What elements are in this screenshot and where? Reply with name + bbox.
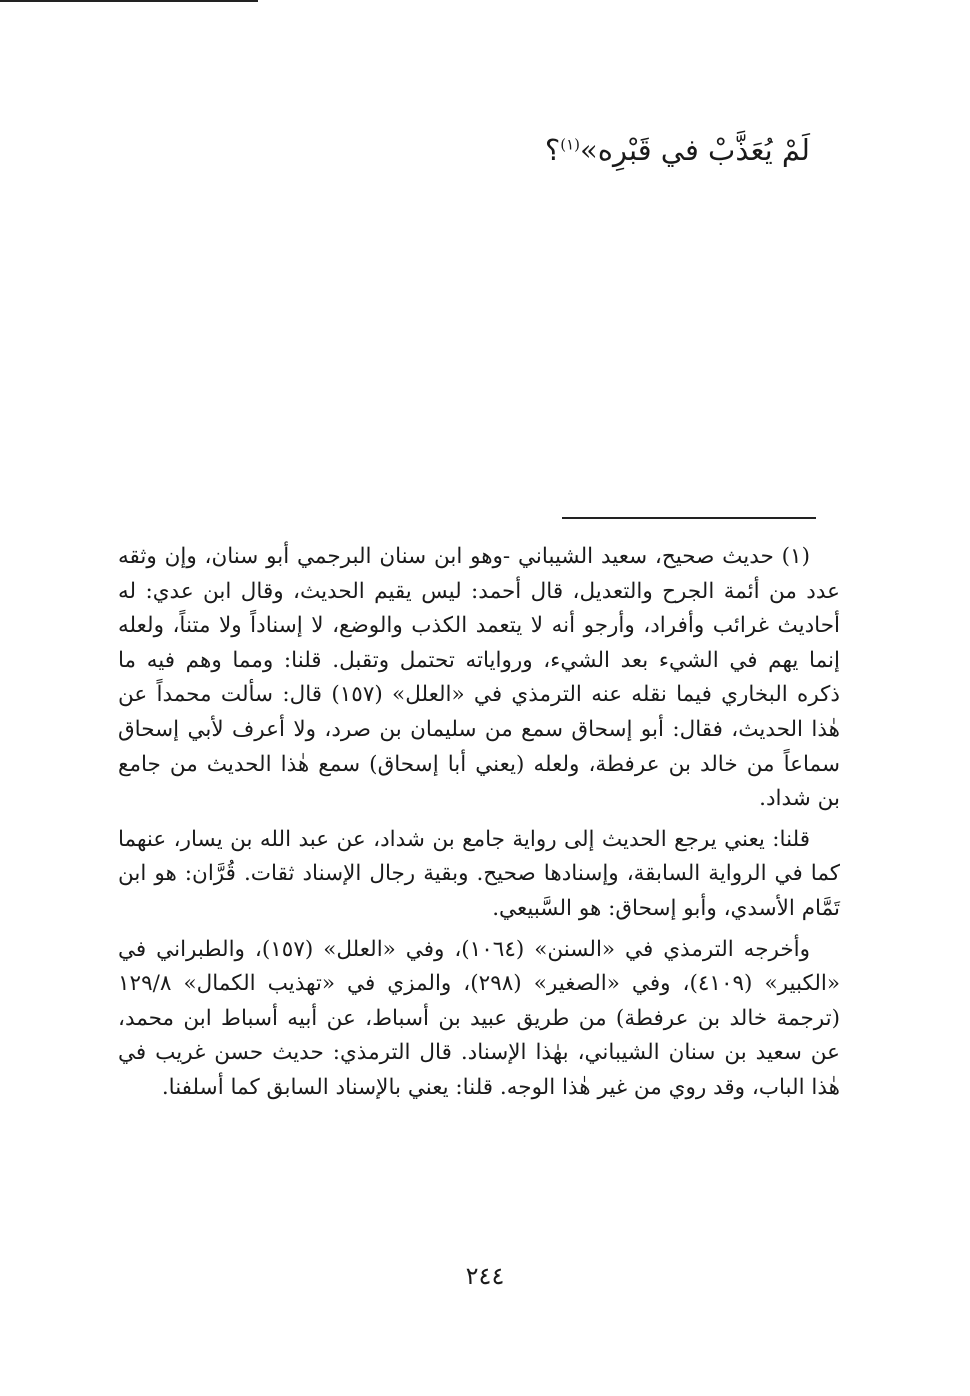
footnote-text: وأخرجه الترمذي في «السنن» (١٠٦٤)، وفي «العلل» (١٥٧)، والطبراني في «الكبير» (٤١٠٩)، وفي «الصغير» (٢٩٨)، والمزي في «تهذيب الكمال» ١٢٩/٨ (ترجمة خالد بن عرفطة) من طريق عبيد بن أسباط، عن أبيه أسباط ابن محمد، عن سعيد بن سنان الشيباني، بهٰذا الإسناد. قال الترمذي: حديث حسن غريب في هٰذا الباب، وقد روي من غير هٰذا الوجه. قلنا: يعني بالإسناد السابق كما أسلفنا. xyxy=(118,936,840,1100)
footnote-text: حديث صحيح، سعيد الشيباني -وهو ابن سنان البرجمي أبو سنان، وإن وثقه عدد من أئمة الجرح والتعديل، قال أحمد: ليس يقيم الحديث، وقال ابن عدي: له أحاديث غرائب وأفراد، وأرجو أنه لا يتعمد الكذب والوضع، لا إسناداً ولا متناً، ولعله إنما يهم في الشيء بعد الشيء، ورواياته تحتمل وتقبل. قلنا: ومما وهم فيه ما ذكره البخاري فيما نقله عنه الترمذي في «العلل» (١٥٧) قال: سألت محمداً عن هٰذا الحديث، فقال: أبو إسحاق سمع من سليمان بن صرد، ولا أعرف لأبي إسحاق سماعاً من خالد بن عرفطة، ولعله (يعني أبا إسحاق) سمع هٰذا الحديث من جامع بن شداد. xyxy=(118,544,840,812)
main-text-line xyxy=(170,128,810,172)
footnote-paragraph-3 xyxy=(118,933,840,1106)
top-edge-rule xyxy=(0,0,258,2)
footnote-separator xyxy=(562,517,816,519)
footnote-reference: (١) xyxy=(560,135,581,154)
footnote-marker: (١) xyxy=(781,544,810,569)
page-number: ٢٤٤ xyxy=(465,1262,505,1290)
main-text-after-note: ؟ xyxy=(544,133,561,167)
footnote-paragraph-1 xyxy=(118,540,840,817)
footnote-paragraph-2 xyxy=(118,823,840,927)
footnote-text: قلنا: يعني يرجع الحديث إلى رواية جامع بن شداد، عن عبد الله بن يسار، عنهما كما في الرواية السابقة، وإسنادها صحيح. وبقية رجال الإسناد ثقات. قُرَّان: هو ابن تَمَّام الأسدي، وأبو إسحاق: هو السَّبيعي. xyxy=(118,826,840,921)
footnotes-block xyxy=(118,540,840,1112)
main-text-before-note: لَمْ يُعَذَّبْ في قَبْرِه» xyxy=(580,133,810,167)
